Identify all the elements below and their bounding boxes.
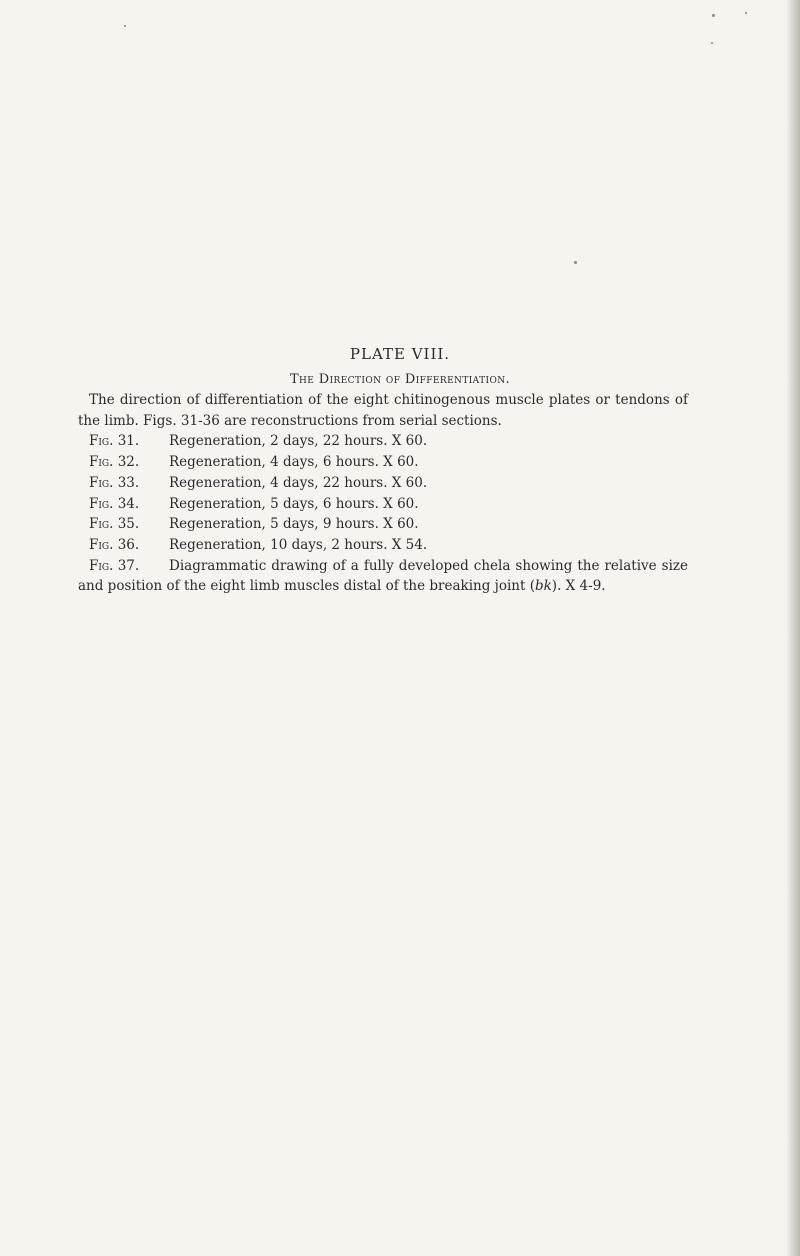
figure-caption-34	[78, 494, 688, 515]
figure-caption-32	[78, 452, 688, 473]
figure-caption-35	[78, 514, 688, 535]
figure-label: Fig. 32.	[89, 454, 140, 471]
plate-caption-text	[78, 390, 688, 597]
figure-label: Fig. 34.	[89, 495, 140, 512]
print-speck	[124, 25, 126, 27]
figure-label: Fig. 37.	[89, 557, 140, 574]
figure-description: Regeneration, 4 days, 22 hours. X 60.	[169, 474, 428, 491]
plate-subtitle: The Direction of Differentiation.	[289, 372, 511, 387]
figure-description: Regeneration, 5 days, 6 hours. X 60.	[169, 495, 419, 512]
figure-caption-36	[78, 535, 688, 556]
plate-title: PLATE VIII.	[349, 345, 451, 363]
figure-label: Fig. 35.	[89, 516, 140, 533]
print-speck	[711, 42, 713, 44]
figure-description: Regeneration, 2 days, 22 hours. X 60.	[169, 433, 428, 450]
page-edge-shadow	[786, 0, 800, 1256]
figure-description: Regeneration, 5 days, 9 hours. X 60.	[169, 516, 419, 533]
figure-description-end: ). X 4-9.	[551, 578, 606, 595]
figure-label: Fig. 31.	[89, 433, 140, 450]
figure-caption-37	[78, 556, 688, 597]
figure-caption-33	[78, 473, 688, 494]
figure-label: Fig. 33.	[89, 474, 140, 491]
intro-paragraph: The direction of differentiation of the eight chitinogenous muscle plates or tendons of the limb. Figs. 31-36 are reconstructions from serial sections.	[78, 392, 688, 429]
print-speck	[745, 12, 747, 14]
figure-label: Fig. 36.	[89, 536, 140, 553]
figure-description: Regeneration, 4 days, 6 hours. X 60.	[169, 454, 419, 471]
figure-caption-31	[78, 431, 688, 452]
print-speck	[712, 14, 715, 17]
figure-description: Regeneration, 10 days, 2 hours. X 54.	[169, 536, 428, 553]
figure-description-start: Diagrammatic drawing of a fully developed chela showing the relative size and position of the eight limb muscles distal of the breaking joint (	[78, 557, 688, 595]
print-speck	[574, 261, 577, 264]
breaking-joint-abbreviation: bk	[534, 578, 552, 595]
